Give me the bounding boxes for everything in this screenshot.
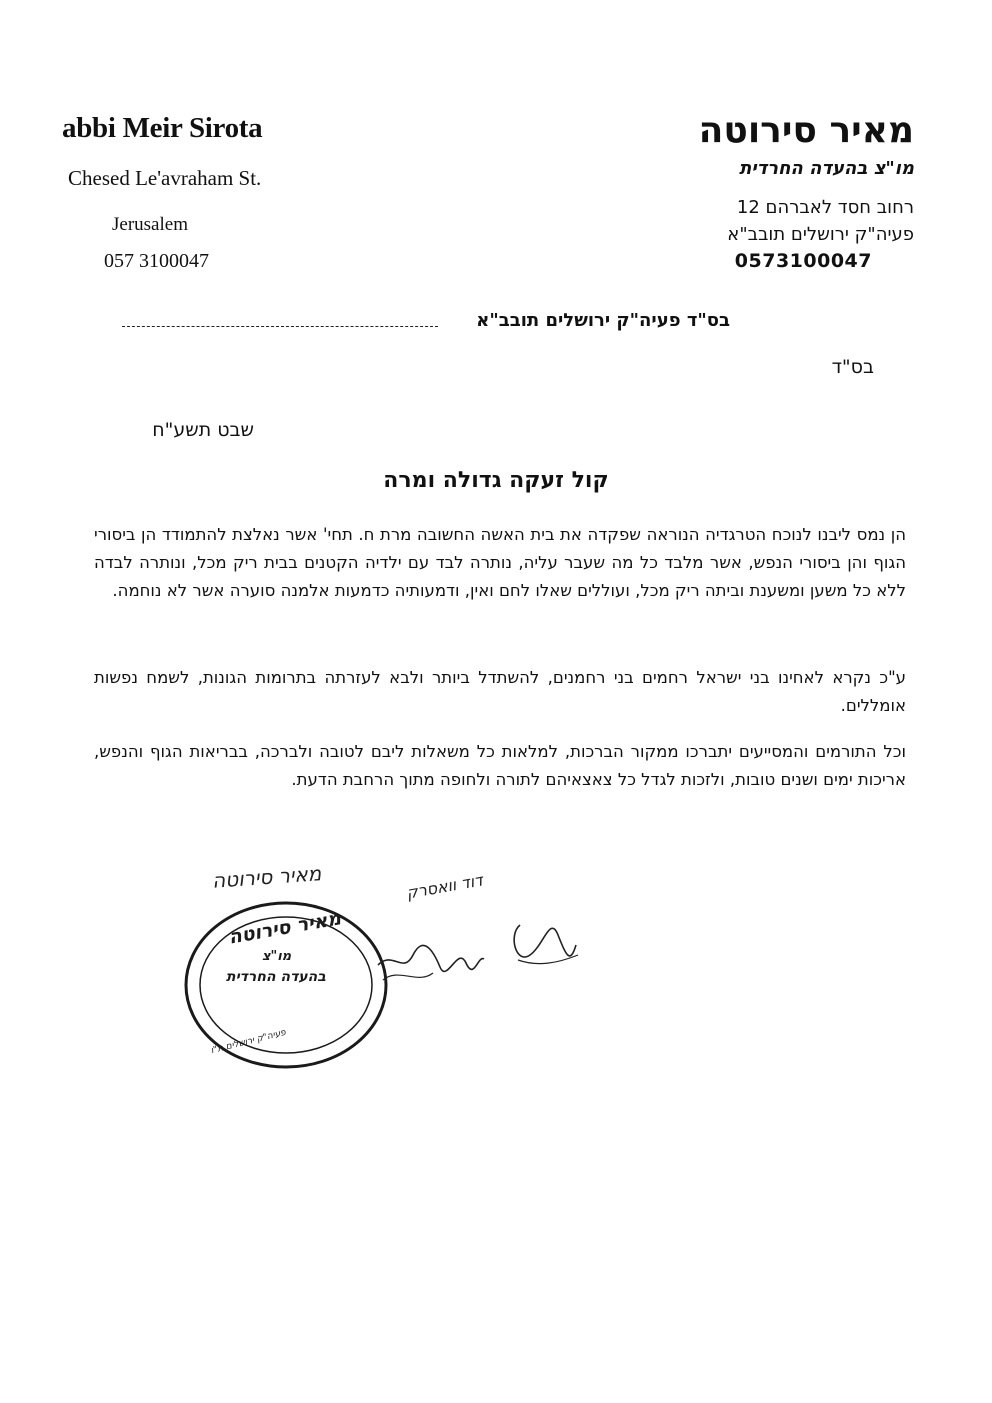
hebrew-role: מו"צ בהעדה החרדית	[739, 158, 914, 179]
hebrew-city: פעיה"ק ירושלים תובב"א	[727, 224, 914, 245]
english-street: Chesed Le'avraham St.	[68, 166, 262, 190]
bsd-mark: בס"ד	[831, 356, 874, 378]
body-paragraph-3: וכל התורמים והמסייעים יתברכו ממקור הברכות, למלאות כל משאלות ליבם לטובה ולברכה, בבריאות הגוף והנפש, אריכות ימים ושנים טובות, ולזכות לגדל כל צאצאיהם לתורה ולחופה מתוך הרחבת הדעת.	[94, 742, 906, 789]
header-rule-text: בס"ד פעיה"ק ירושלים תובב"א	[476, 310, 730, 331]
letter-date: שבט תשע"ח	[152, 419, 254, 441]
handwritten-signature-second: דוד וואסרק	[404, 870, 485, 903]
body-paragraph-2: ע"כ נקרא לאחינו בני ישראל רחמים בני רחמנים, להשתדל ביותר ולבא לעזרתה בתרומות הגונות, לשמח נפשות אומללים.	[94, 668, 906, 715]
hebrew-phone: 0573100047	[734, 250, 872, 272]
letter-title: קול זעקה גדולה ומרה	[383, 468, 609, 493]
stamp-name: מאיר סירוטה	[226, 907, 343, 949]
hebrew-name: מאיר סירוטה	[698, 110, 914, 151]
signature-scribble-2	[514, 925, 576, 957]
english-city: Jerusalem	[112, 214, 188, 235]
body-paragraph-1: הן נמס ליבנו לנוכח הטרגדיה הנוראה שפקדה את בית האשה החשובה מרת ח. תחי' אשר נאלצת להתמודד הן ביסורי הגוף והן ביסורי הנפש, אשר מלבד כל מה שעבר עליה, נותרה לבד עם ילדיה הקטנים בבית ריק מכל, ונותרה לבדה ללא כל משען ומשענת וביתה ריק מכל, ועוללים שאלו לחם ואין, ודמעותיה כדמעות אלמנה סוערה אשר לא נוחמה.	[94, 525, 906, 600]
dashed-divider	[122, 326, 438, 327]
stamp-role: מו"צ	[262, 949, 292, 964]
signature-area	[178, 855, 598, 1075]
english-phone: 057 3100047	[104, 250, 209, 272]
stamp-city: פעיה"ק ירושלים ת"ו	[209, 1027, 287, 1057]
signature-underline-1	[383, 973, 433, 980]
signature-scribble-1	[378, 945, 484, 971]
stamp-org: בהעדה החרדית	[226, 969, 326, 985]
handwritten-signature-name: מאיר סירוטה	[211, 861, 323, 893]
hebrew-street: רחוב חסד לאברהם 12	[736, 197, 914, 218]
english-name: abbi Meir Sirota	[62, 112, 263, 144]
